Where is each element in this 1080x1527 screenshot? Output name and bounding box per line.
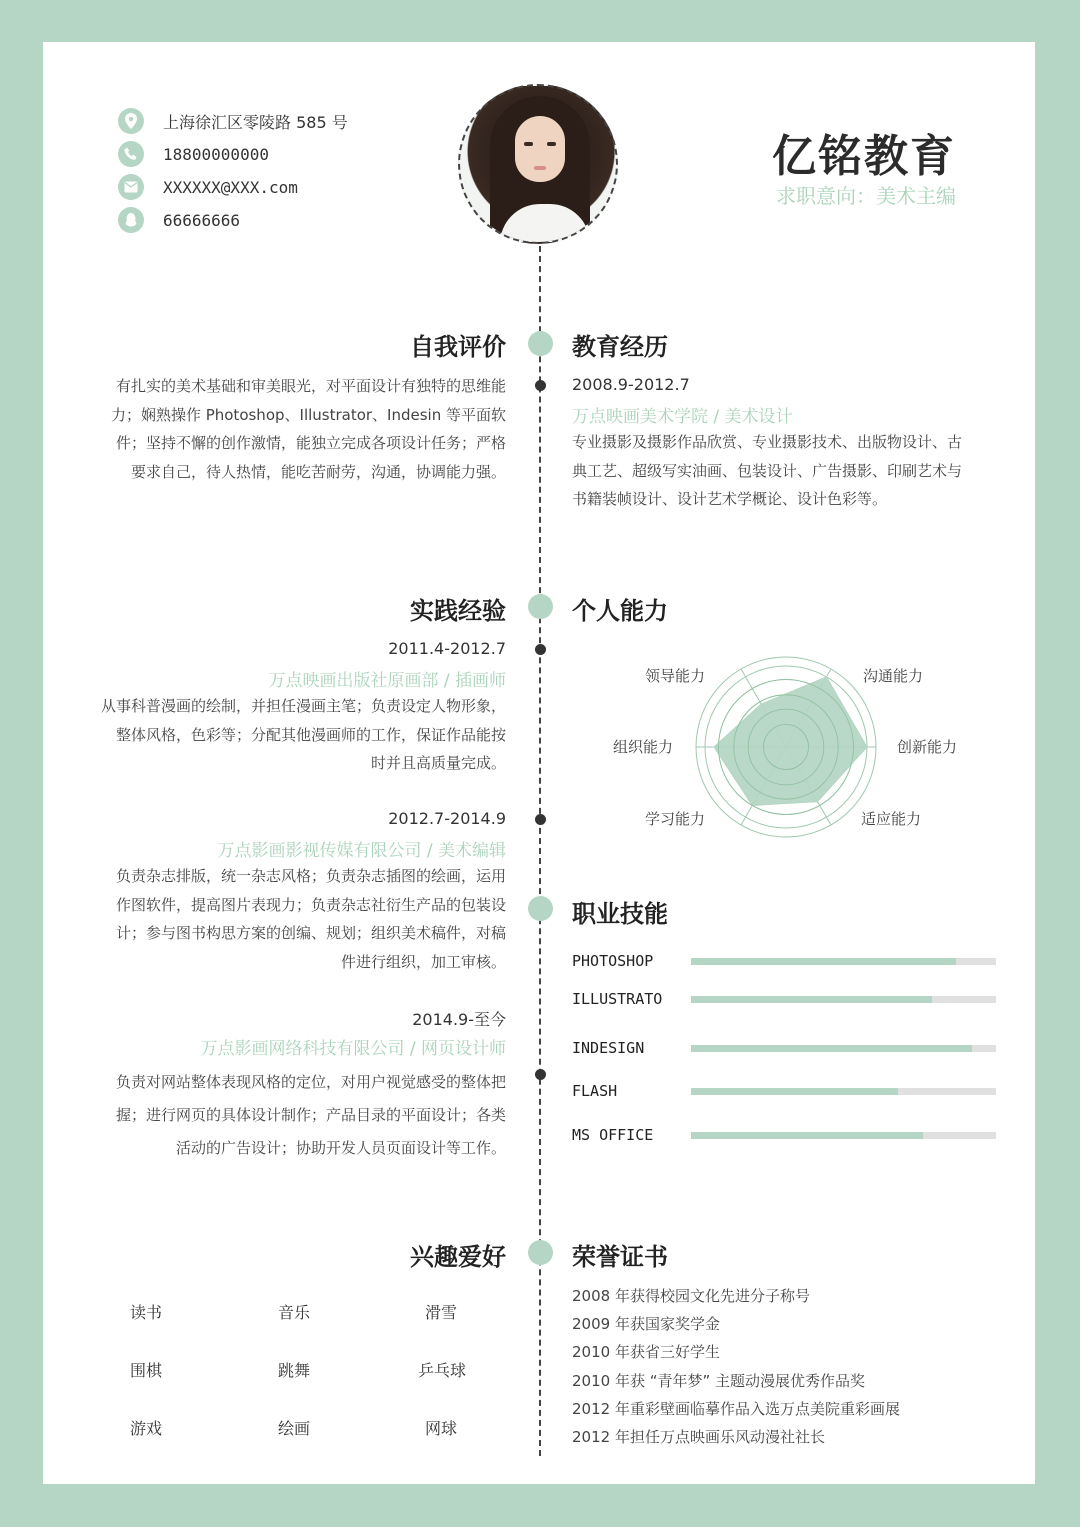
timeline-node — [528, 594, 553, 619]
timeline-dot — [535, 1069, 546, 1080]
practice-date: 2011.4-2012.7 — [388, 639, 506, 658]
education-text: 专业摄影及摄影作品欣赏、专业摄影技术、出版物设计、古 典工艺、超级写实油画、包装设计、广告摄影、印刷艺术与 书籍装帧设计、设计艺术学概论、设计色彩等。 — [572, 433, 963, 508]
hobby-item: 音乐 — [278, 1303, 311, 1322]
timeline-line — [539, 246, 541, 1456]
profile-photo — [458, 84, 618, 244]
education-org: 万点映画美术学院 / 美术设计 — [572, 407, 793, 427]
honors-title: 荣誉证书 — [572, 1243, 668, 1271]
mail-icon — [118, 174, 144, 200]
practice-title: 实践经验 — [410, 597, 506, 625]
skill-label: INDESIGN — [572, 1039, 645, 1057]
contact-address — [118, 107, 348, 135]
location-icon — [118, 108, 144, 134]
honor-item: 2010 年获省三好学生 — [572, 1343, 720, 1361]
hobby-item: 游戏 — [130, 1419, 163, 1438]
radar-series-area — [714, 677, 867, 806]
phone-icon — [118, 141, 144, 167]
radar-label: 组织能力 — [612, 738, 673, 756]
radar-label: 沟通能力 — [863, 667, 924, 685]
timeline-node — [528, 896, 553, 921]
timeline-node — [528, 331, 553, 356]
name-title: 亿铭教育 — [772, 131, 956, 182]
education-title: 教育经历 — [572, 333, 668, 361]
hobby-item: 围棋 — [130, 1361, 163, 1380]
radar-label: 适应能力 — [861, 810, 922, 828]
hobby-item: 跳舞 — [278, 1361, 311, 1380]
hobby-item: 网球 — [425, 1419, 458, 1438]
contact-phone — [118, 140, 269, 168]
contact-email — [118, 173, 298, 201]
job-intent: 求职意向：美术主编 — [776, 184, 956, 208]
skill-bar-fill — [691, 1088, 898, 1095]
honor-item: 2008 年获得校园文化先进分子称号 — [572, 1287, 810, 1305]
self-eval-text: 有扎实的美术基础和审美眼光，对平面设计有独特的思维能 力；娴熟操作 Photoshop、Illustrator、Indesin 等平面软 件；坚持不懈的创作激情，能独立完成各项设计任务；严格 要求自己，待人热情，能吃苦耐劳，沟通，协调能力强。 — [110, 377, 506, 481]
ability-title: 个人能力 — [572, 597, 668, 625]
self-eval-title: 自我评价 — [410, 333, 506, 361]
honor-item: 2012 年重彩壁画临摹作品入选万点美院重彩画展 — [572, 1400, 900, 1418]
email-text: XXXXXX@XXX.com — [163, 177, 298, 197]
practice-text: 负责杂志排版，统一杂志风格；负责杂志插图的绘画，运用 作图软件，提高图片表现力；负责杂志社衍生产品的包装设 计；参与图书构思方案的创编、规划；组织美术稿件，对稿 件进行组织，加工审核。 — [115, 867, 506, 971]
skill-bar-track — [691, 1132, 996, 1139]
ability-radar-chart — [600, 650, 980, 840]
skill-bar-track — [691, 1045, 996, 1052]
honor-item: 2012 年担任万点映画乐风动漫社社长 — [572, 1428, 825, 1446]
address-text: 上海徐汇区零陵路 585 号 — [163, 112, 348, 132]
contact-qq — [118, 206, 240, 234]
practice-text: 负责对网站整体表现风格的定位，对用户视觉感受的整体把 握；进行网页的具体设计制作；产品目录的平面设计；各类 活动的广告设计；协助开发人员页面设计等工作。 — [115, 1073, 506, 1157]
practice-date: 2014.9-至今 — [412, 1010, 506, 1029]
skills-title: 职业技能 — [572, 900, 668, 928]
timeline-dot — [535, 380, 546, 391]
hobby-item: 滑雪 — [425, 1303, 458, 1322]
hobby-item: 绘画 — [278, 1419, 311, 1438]
skill-label: PHOTOSHOP — [572, 952, 654, 970]
skill-label: MS OFFICE — [572, 1126, 654, 1144]
practice-org: 万点映画出版社原画部 / 插画师 — [268, 671, 506, 691]
skill-bar-track — [691, 1088, 996, 1095]
skill-bar-fill — [691, 958, 956, 965]
practice-org: 万点影画影视传媒有限公司 / 美术编辑 — [217, 841, 506, 861]
skill-bar-fill — [691, 1045, 972, 1052]
skill-label: ILLUSTRATO — [572, 990, 663, 1008]
skill-label: FLASH — [572, 1082, 618, 1100]
skill-bar-track — [691, 996, 996, 1003]
hobby-item: 乒乓球 — [418, 1361, 467, 1380]
skill-bar-fill — [691, 1132, 923, 1139]
timeline-dot — [535, 644, 546, 655]
hobbies-title: 兴趣爱好 — [410, 1243, 506, 1271]
radar-label: 创新能力 — [897, 738, 958, 756]
radar-label: 学习能力 — [644, 810, 705, 828]
practice-date: 2012.7-2014.9 — [388, 809, 506, 828]
skill-bar-track — [691, 958, 996, 965]
honor-item: 2010 年获 “青年梦” 主题动漫展优秀作品奖 — [572, 1372, 866, 1390]
phone-text: 18800000000 — [163, 144, 269, 164]
education-date: 2008.9-2012.7 — [572, 375, 690, 394]
qq-text: 66666666 — [163, 210, 241, 230]
timeline-node — [528, 1240, 553, 1265]
hobby-item: 读书 — [130, 1303, 163, 1322]
timeline-dot — [535, 814, 546, 825]
radar-label: 领导能力 — [644, 667, 705, 685]
honor-item: 2009 年获国家奖学金 — [572, 1315, 720, 1333]
qq-icon — [118, 207, 144, 233]
skill-bar-fill — [691, 996, 932, 1003]
practice-org: 万点影画网络科技有限公司 / 网页设计师 — [200, 1039, 506, 1059]
practice-text: 从事科普漫画的绘制，并担任漫画主笔；负责设定人物形象， 整体风格，色彩等；分配其他漫画师的工作，保证作品能按 时并且高质量完成。 — [100, 697, 506, 772]
